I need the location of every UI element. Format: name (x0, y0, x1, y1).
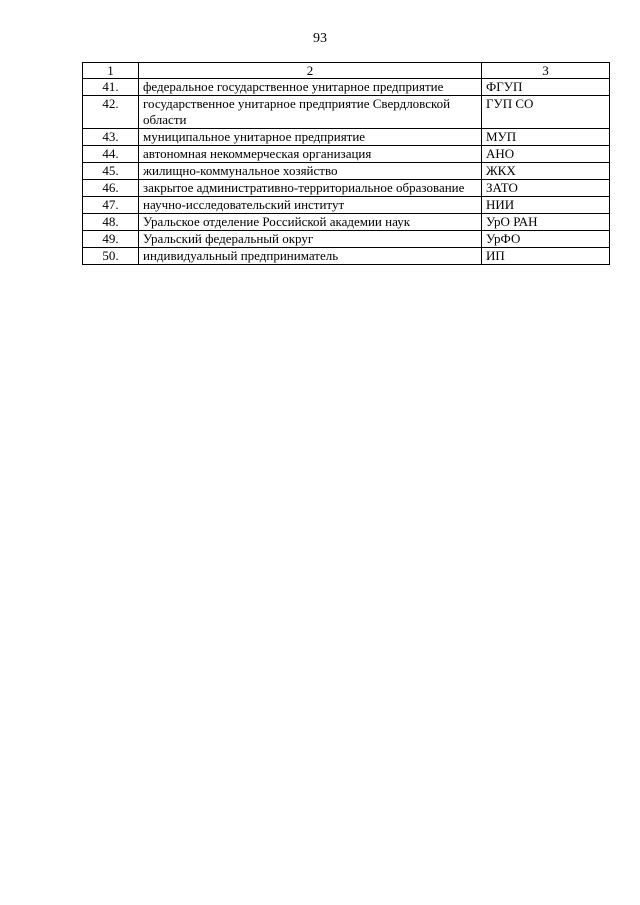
row-number: 46. (83, 180, 139, 197)
row-term: жилищно-коммунальное хозяйство (139, 163, 482, 180)
row-number: 42. (83, 96, 139, 129)
table-row (83, 231, 610, 248)
page-number: 93 (313, 31, 327, 46)
row-abbreviation: УрФО (482, 231, 610, 248)
table-row (83, 96, 610, 129)
row-number: 41. (83, 79, 139, 96)
row-abbreviation: ИП (482, 248, 610, 265)
row-term: Уральский федеральный округ (139, 231, 482, 248)
table-row (83, 180, 610, 197)
column-header-2: 2 (139, 63, 482, 79)
column-header-1: 1 (83, 63, 139, 79)
table-row (83, 146, 610, 163)
row-term: Уральское отделение Российской академии наук (139, 214, 482, 231)
table-header-row (83, 63, 610, 79)
row-abbreviation: АНО (482, 146, 610, 163)
row-number: 49. (83, 231, 139, 248)
column-header-3: 3 (482, 63, 610, 79)
row-term: муниципальное унитарное предприятие (139, 129, 482, 146)
row-abbreviation: ФГУП (482, 79, 610, 96)
row-number: 50. (83, 248, 139, 265)
table-row (83, 163, 610, 180)
row-abbreviation: ЗАТО (482, 180, 610, 197)
table-row (83, 197, 610, 214)
row-abbreviation: УрО РАН (482, 214, 610, 231)
row-term: федеральное государственное унитарное предприятие (139, 79, 482, 96)
table-row (83, 129, 610, 146)
row-abbreviation: МУП (482, 129, 610, 146)
row-term: научно-исследовательский институт (139, 197, 482, 214)
row-term: государственное унитарное предприятие Свердловской области (139, 96, 482, 129)
row-number: 45. (83, 163, 139, 180)
row-number: 43. (83, 129, 139, 146)
row-abbreviation: ЖКХ (482, 163, 610, 180)
row-number: 44. (83, 146, 139, 163)
row-term: закрытое административно-территориальное образование (139, 180, 482, 197)
row-abbreviation: ГУП СО (482, 96, 610, 129)
table-row (83, 248, 610, 265)
abbreviations-table (82, 62, 610, 265)
table-row (83, 79, 610, 96)
row-abbreviation: НИИ (482, 197, 610, 214)
row-term: индивидуальный предприниматель (139, 248, 482, 265)
row-number: 47. (83, 197, 139, 214)
row-term: автономная некоммерческая организация (139, 146, 482, 163)
table-row (83, 214, 610, 231)
row-number: 48. (83, 214, 139, 231)
